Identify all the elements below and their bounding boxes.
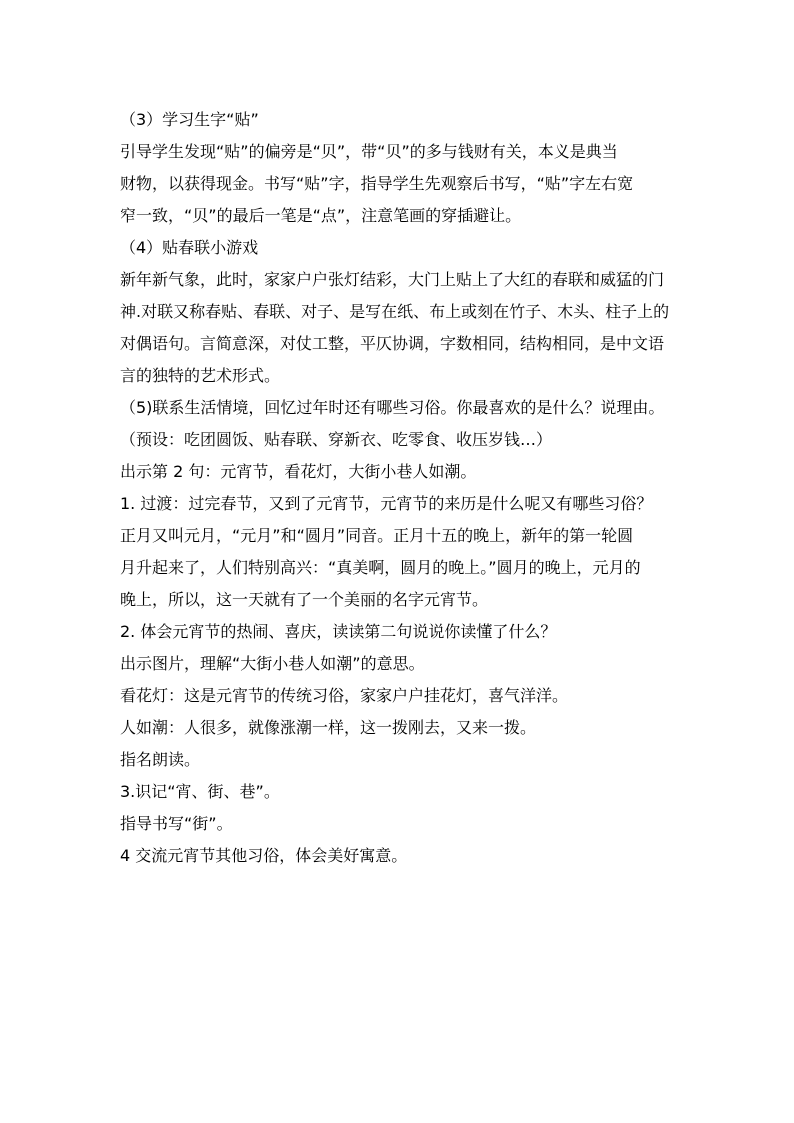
paragraph	[120, 424, 680, 456]
text-line: 月升起来了，人们特别高兴：“真美啊，圆月的晚上。”圆月的晚上，元月的	[120, 558, 641, 577]
text-line: 言的独特的艺术形式。	[120, 366, 281, 385]
paragraph	[120, 808, 680, 840]
paragraph	[120, 616, 680, 648]
text-line: 4 交流元宵节其他习俗，体会美好寓意。	[120, 846, 408, 865]
paragraph	[120, 264, 680, 392]
paragraph	[120, 456, 680, 488]
paragraph	[120, 840, 680, 872]
text-line: （4）贴春联小游戏	[120, 238, 259, 257]
text-line: 对偶语句。言简意深，对仗工整，平仄协调，字数相同，结构相同，是中文语	[120, 334, 665, 353]
text-line: （预设：吃团圆饭、贴春联、穿新衣、吃零食、收压岁钱…）	[120, 430, 553, 449]
paragraph	[120, 392, 680, 424]
paragraph	[120, 712, 680, 744]
paragraph	[120, 104, 680, 136]
text-line: 财物，以获得现金。书写“贴”字，指导学生先观察后书写，“贴”字左右宽	[120, 174, 634, 193]
text-line: 新年新气象，此时，家家户户张灯结彩，大门上贴上了大红的春联和威猛的门	[120, 270, 665, 289]
paragraph	[120, 744, 680, 776]
text-line: 出示图片，理解“大街小巷人如潮”的意思。	[120, 654, 425, 673]
text-line: 看花灯：这是元宵节的传统习俗，家家户户挂花灯，喜气洋洋。	[120, 686, 569, 705]
text-line: （3）学习生字“贴”	[120, 110, 259, 129]
paragraph	[120, 776, 680, 808]
document-body	[120, 104, 680, 872]
text-line: 窄一致，“贝”的最后一笔是“点”，注意笔画的穿插避让。	[120, 206, 522, 225]
paragraph	[120, 232, 680, 264]
text-line: 1. 过渡：过完春节，又到了元宵节，元宵节的来历是什么呢又有哪些习俗？	[120, 494, 653, 513]
paragraph	[120, 680, 680, 712]
text-line: 人如潮：人很多，就像涨潮一样，这一拨刚去，又来一拨。	[120, 718, 537, 737]
text-line: （5)联系生活情境，回忆过年时还有哪些习俗。你最喜欢的是什么？说理由。	[120, 398, 665, 417]
text-line: 2. 体会元宵节的热闹、喜庆，读读第二句说说你读懂了什么？	[120, 622, 557, 641]
text-line: 正月又叫元月，“元月”和“圆月”同音。正月十五的晚上，新年的第一轮圆	[120, 526, 634, 545]
text-line: 指名朗读。	[120, 750, 201, 769]
text-line: 引导学生发现“贴”的偏旁是“贝”，带“贝”的多与钱财有关，本义是典当	[120, 142, 618, 161]
text-line: 晚上，所以，这一天就有了一个美丽的名字元宵节。	[120, 590, 489, 609]
paragraph	[120, 136, 680, 232]
paragraph	[120, 520, 680, 616]
text-line: 3.识记“宵、街、巷”。	[120, 782, 280, 801]
text-line: 出示第 2 句：元宵节，看花灯，大街小巷人如潮。	[120, 462, 477, 481]
paragraph	[120, 648, 680, 680]
text-line: 神.对联又称春贴、春联、对子、是写在纸、布上或刻在竹子、木头、柱子上的	[120, 302, 670, 321]
paragraph	[120, 488, 680, 520]
text-line: 指导书写“街”。	[120, 814, 233, 833]
